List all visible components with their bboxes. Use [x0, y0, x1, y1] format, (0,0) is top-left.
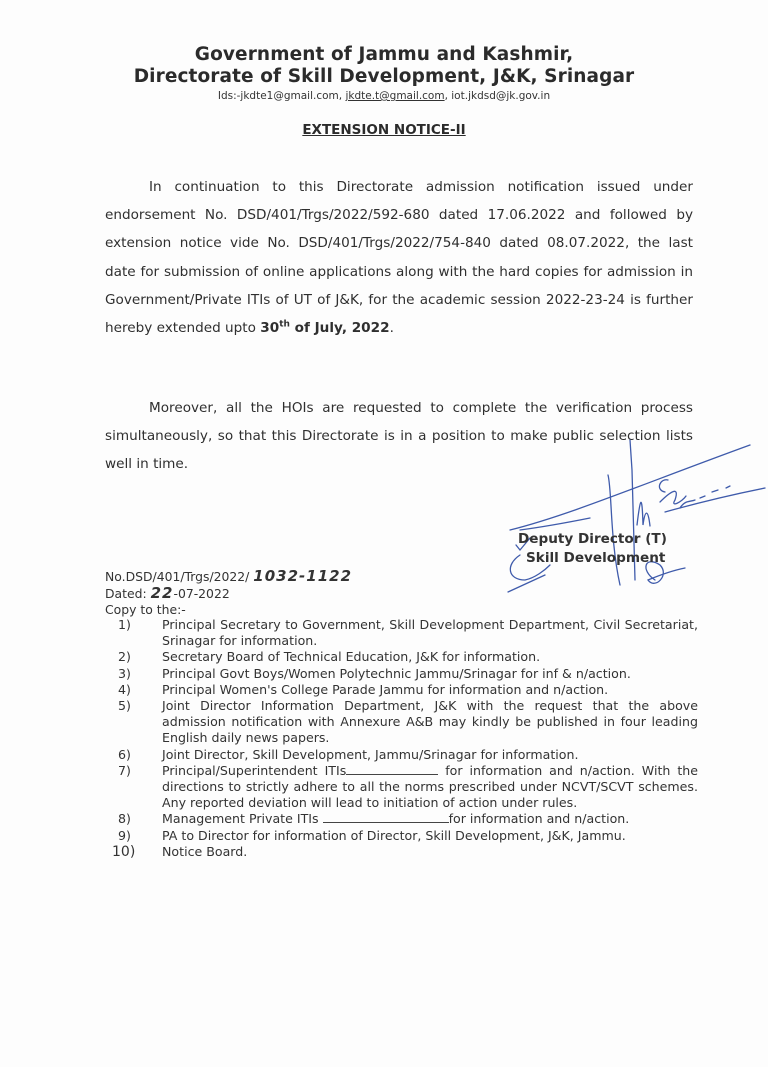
list-item — [118, 747, 698, 763]
list-item-text: PA to Director for information of Director, Skill Development, J&K, Jammu. — [162, 827, 626, 843]
list-item-number: 9) — [118, 827, 131, 843]
reference-date — [105, 585, 352, 602]
list-item-text: for information and n/action. With the directions to strictly adhere to all the norms prescribed under NCVT/SCVT schemes. Any reported deviation will lead to initiation of action under rules. — [162, 762, 698, 811]
list-item-text: Principal Govt Boys/Women Polytechnic Jammu/Srinagar for inf & n/action. — [162, 665, 631, 681]
dated-label: Dated: — [105, 586, 151, 601]
notice-title: EXTENSION NOTICE-II — [302, 122, 466, 138]
list-item-text: Secretary Board of Technical Education, J&K for information. — [162, 649, 541, 665]
list-item — [118, 666, 698, 682]
handwritten-signature-icon — [490, 430, 768, 600]
deadline-day: 30 — [260, 320, 280, 337]
list-item-number: 6) — [118, 746, 131, 762]
paragraph-1-text: In continuation to this Directorate admission notification issued under endorsement No. DSD/401/Trgs/2022/592-680 dated 17.06.2022 and followed by extension notice vide No. DSD/401/Trgs/2022/754-840 dated 08.07.2022, the last date for submission of online applications along with the hard copies for admission in Government/Private ITIs of UT of J&K, for the academic session 2022-23-24 is further hereby extended upto — [105, 179, 693, 337]
list-item — [118, 649, 698, 665]
list-item-text: Notice Board. — [162, 843, 248, 859]
reference-block — [105, 568, 352, 618]
copy-to-label: Copy to the:- — [105, 602, 186, 617]
list-item-text: Principal/Superintendent ITIs — [162, 762, 347, 778]
designation-line-1: Deputy Director (T) — [518, 531, 667, 547]
list-item-text: Principal Women's College Parade Jammu for information and n/action. — [162, 681, 609, 697]
list-item — [118, 828, 698, 844]
deadline-day-suffix: th — [279, 319, 290, 330]
dated-day-handwritten: 22 — [150, 584, 174, 602]
email-link[interactable]: jkdte.t@gmail.com — [345, 90, 445, 102]
paragraph-1-end: . — [389, 320, 394, 337]
list-item — [112, 843, 698, 860]
list-item-number: 1) — [118, 617, 131, 632]
list-item-text: Principal Secretary to Government, Skill Development Department, Civil Secretariat, Srinagar for information. — [162, 617, 698, 649]
fill-in-blank — [346, 773, 438, 775]
list-item-number: 2) — [118, 649, 131, 665]
list-item — [118, 698, 698, 747]
reference-number-prefix: No.DSD/401/Trgs/2022/ — [105, 569, 254, 584]
email-last: , iot.jkdsd@jk.gov.in — [444, 90, 551, 102]
list-item-number: 10) — [112, 843, 136, 860]
paragraph-2-text: Moreover, all the HOIs are requested to complete the verification process simultaneously, so that this Directorate is in a position to make public selection lists well in time. — [105, 400, 693, 473]
reference-number — [105, 568, 352, 585]
list-item-text: Joint Director, Skill Development, Jammu/Srinagar for information. — [162, 746, 579, 762]
dated-rest: -07-2022 — [173, 586, 230, 601]
government-title: Government of Jammu and Kashmir, — [194, 44, 574, 65]
list-item-text: Management Private ITIs — [162, 811, 323, 827]
letterhead — [0, 44, 768, 103]
signatory-designation — [518, 530, 667, 568]
fill-in-blank — [323, 821, 449, 823]
paragraph-extension — [105, 173, 693, 342]
list-item — [118, 763, 698, 812]
list-item-number: 5) — [118, 698, 131, 714]
list-item-number: 3) — [118, 665, 131, 681]
email-ids — [0, 89, 768, 103]
list-item-number: 8) — [118, 811, 131, 827]
list-item — [118, 682, 698, 698]
copy-to-list — [112, 617, 698, 860]
list-item-number: 7) — [118, 762, 131, 778]
designation-line-2: Skill Development — [526, 550, 666, 566]
email-prefix: Ids:-jkdte1@gmail.com, — [217, 90, 346, 102]
list-item — [118, 811, 698, 827]
list-item-number: 4) — [118, 681, 131, 697]
list-item-text: for information and n/action. — [448, 811, 630, 827]
list-item — [118, 617, 698, 649]
deadline-month-year: of July, 2022 — [289, 320, 390, 337]
reference-number-handwritten: 1032-1122 — [253, 567, 353, 585]
list-item-text: Joint Director Information Department, J&K with the request that the above admission notification with Annexure A&B may kindly be published in four leading English daily news papers. — [162, 698, 698, 746]
directorate-title: Directorate of Skill Development, J&K, Srinagar — [133, 66, 635, 87]
